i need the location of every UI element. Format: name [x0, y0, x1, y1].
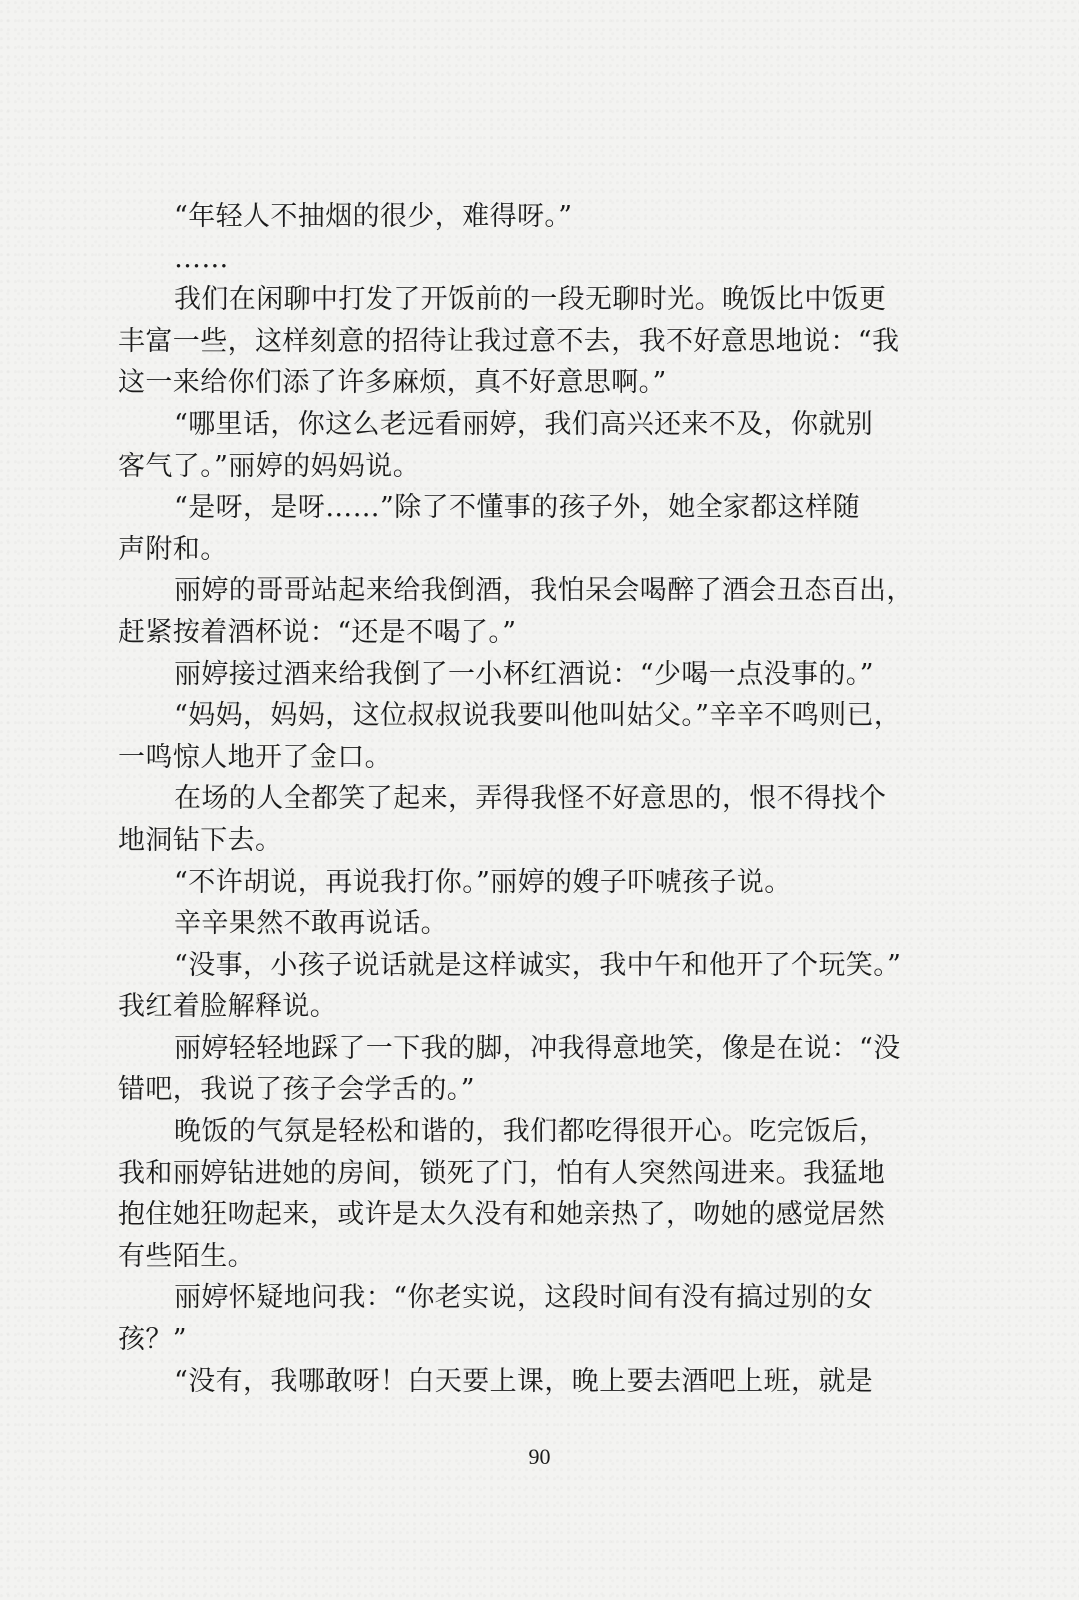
text-line: 我们在闲聊中打发了开饭前的一段无聊时光。晚饭比中饭更	[174, 284, 887, 316]
text-line: “不许胡说，再说我打你。”丽婷的嫂子吓唬孩子说。	[174, 866, 792, 898]
text-line: 声附和。	[118, 533, 228, 565]
text-line: 辛辛果然不敢再说话。	[174, 908, 448, 940]
text-line: 丽婷怀疑地问我：“你老实说，这段时间有没有搞过别的女	[174, 1282, 874, 1314]
text-line: 赶紧按着酒杯说：“还是不喝了。”	[118, 616, 517, 648]
text-line: 丽婷的哥哥站起来给我倒酒，我怕呆会喝醉了酒会丑态百出，	[174, 575, 914, 607]
text-line: 丰富一些，这样刻意的招待让我过意不去，我不好意思地说：“我	[118, 325, 900, 357]
text-line: “哪里话，你这么老远看丽婷，我们高兴还来不及，你就别	[174, 408, 874, 440]
text-line: “没有，我哪敢呀！白天要上课，晚上要去酒吧上班，就是	[174, 1365, 874, 1397]
text-line: 有些陌生。	[118, 1240, 255, 1272]
text-line: 一鸣惊人地开了金口。	[118, 741, 392, 773]
text-line: “是呀，是呀……”除了不懂事的孩子外，她全家都这样随	[174, 492, 861, 524]
text-line: 错吧，我说了孩子会学舌的。”	[118, 1074, 475, 1106]
text-line: 丽婷轻轻地踩了一下我的脚，冲我得意地笑，像是在说：“没	[174, 1032, 901, 1064]
page-number: 90	[528, 1444, 551, 1469]
text-line: “妈妈，妈妈，这位叔叔说我要叫他叫姑父。”辛辛不鸣则已，	[174, 700, 902, 732]
text-line: 我和丽婷钻进她的房间，锁死了门，怕有人突然闯进来。我猛地	[118, 1157, 886, 1189]
text-line: 孩？”	[118, 1324, 188, 1356]
text-line: 这一来给你们添了许多麻烦，真不好意思啊。”	[118, 367, 667, 399]
text-line: 客气了。”丽婷的妈妈说。	[118, 450, 421, 482]
text-line: 丽婷接过酒来给我倒了一小杯红酒说：“少喝一点没事的。”	[174, 658, 874, 690]
text-line: 抱住她狂吻起来，或许是太久没有和她亲热了，吻她的感觉居然	[118, 1199, 886, 1231]
text-line: 我红着脸解释说。	[118, 991, 338, 1023]
text-line: “没事，小孩子说话就是这样诚实，我中午和他开了个玩笑。”	[174, 949, 902, 981]
body-text	[118, 196, 928, 1402]
text-line: 地洞钻下去。	[118, 824, 283, 856]
text-line: 晚饭的气氛是轻松和谐的，我们都吃得很开心。吃完饭后，	[174, 1116, 887, 1148]
text-line: 在场的人全都笑了起来，弄得我怪不好意思的，恨不得找个	[174, 783, 887, 815]
text-line: “年轻人不抽烟的很少，难得呀。”	[174, 201, 573, 232]
text-line: ……	[174, 242, 229, 274]
